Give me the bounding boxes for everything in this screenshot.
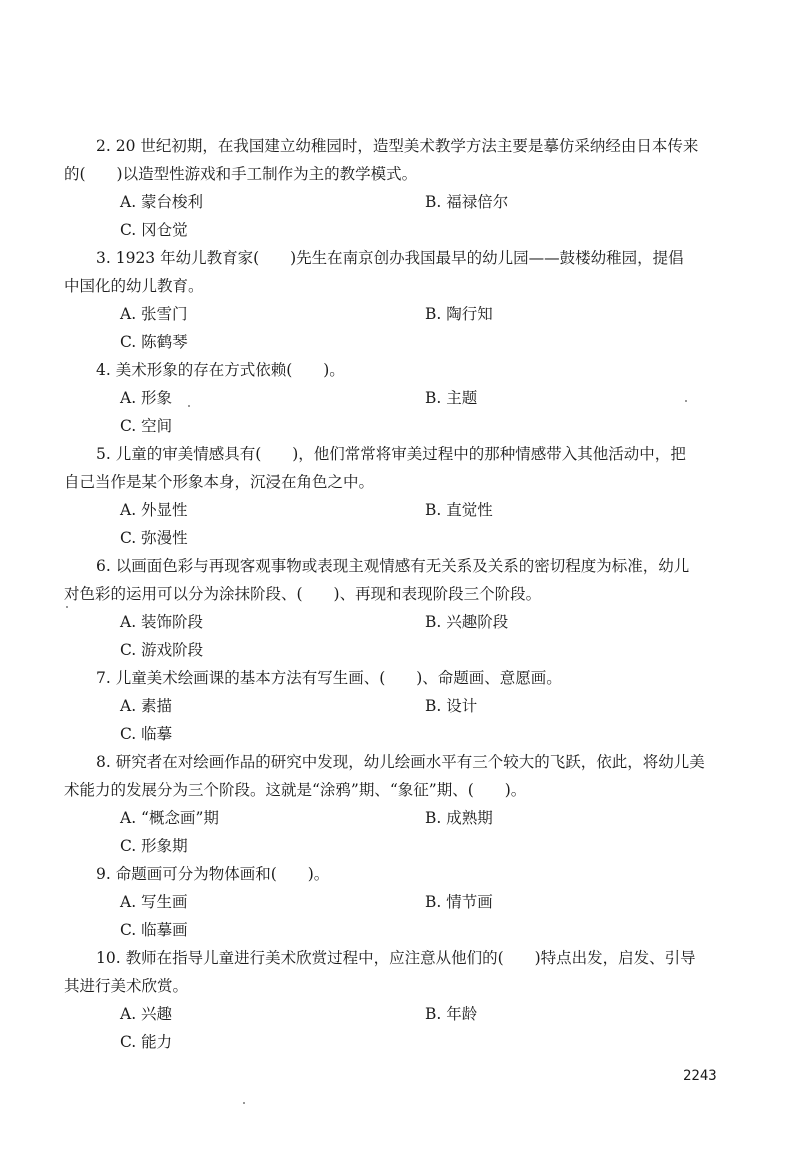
option-c: C. 游戏阶段 (120, 641, 204, 659)
question-text-line: 5. 儿童的审美情感具有( )，他们常常将审美过程中的那种情感带入其他活动中，把 (96, 445, 686, 463)
question-text-line: 7. 儿童美术绘画课的基本方法有写生画、( )、命题画、意愿画。 (96, 669, 562, 687)
option-a: A. 外显性 (120, 501, 188, 519)
option-group (64, 384, 734, 440)
question-text-line: 其进行美术欣赏。 (64, 977, 189, 995)
question-text-line: 10. 教师在指导儿童进行美术欣赏过程中，应注意从他们的( )特点出发，启发、引导 (96, 949, 696, 967)
option-a: A. 装饰阶段 (120, 613, 204, 631)
option-b: B. 主题 (425, 389, 478, 407)
option-c: C. 弥漫性 (120, 529, 188, 547)
page-number: 2243 (683, 1068, 717, 1084)
option-c: C. 临摹画 (120, 921, 188, 939)
question-7 (64, 664, 734, 748)
option-a: A. 兴趣 (120, 1005, 173, 1023)
option-c: C. 空间 (120, 417, 173, 435)
option-c: C. 冈仓觉 (120, 221, 188, 239)
question-text-line: 中国化的幼儿教育。 (64, 277, 204, 295)
option-group (64, 300, 734, 356)
option-a: A. 蒙台梭利 (120, 193, 204, 211)
option-b: B. 年龄 (425, 1005, 478, 1023)
question-text-line: 9. 命题画可分为物体画和( )。 (96, 865, 330, 883)
option-group (64, 692, 734, 748)
scan-speck (188, 405, 190, 407)
option-b: B. 成熟期 (425, 809, 493, 827)
question-3 (64, 244, 734, 356)
option-b: B. 情节画 (425, 893, 493, 911)
option-c: C. 陈鹤琴 (120, 333, 188, 351)
option-group (64, 888, 734, 944)
option-a: A. 写生画 (120, 893, 188, 911)
scan-speck (66, 606, 68, 608)
question-text-line: 8. 研究者在对绘画作品的研究中发现，幼儿绘画水平有三个较大的飞跃，依此，将幼儿美 (96, 753, 705, 771)
option-b: B. 直觉性 (425, 501, 493, 519)
question-text-line: 2. 20 世纪初期，在我国建立幼稚园时，造型美术教学方法主要是摹仿采纳经由日本传来 (96, 137, 699, 155)
option-group (64, 1000, 734, 1056)
scan-speck (685, 400, 687, 402)
option-b: B. 陶行知 (425, 305, 493, 323)
question-10 (64, 944, 734, 1056)
question-text-line: 术能力的发展分为三个阶段。这就是“涂鸦”期、“象征”期、( )。 (64, 781, 527, 799)
option-c: C. 形象期 (120, 837, 188, 855)
option-a: A. 张雪门 (120, 305, 188, 323)
question-2 (64, 132, 734, 244)
option-a: A. 形象 (120, 389, 173, 407)
question-list (64, 132, 734, 1056)
option-c: C. 能力 (120, 1033, 173, 1051)
question-8 (64, 748, 734, 860)
option-c: C. 临摹 (120, 725, 173, 743)
option-a: A. 素描 (120, 697, 173, 715)
question-4 (64, 356, 734, 440)
question-text-line: 4. 美术形象的存在方式依赖( )。 (96, 361, 345, 379)
scan-speck (243, 1102, 245, 1104)
option-a: A. “概念画”期 (120, 809, 219, 827)
option-group (64, 804, 734, 860)
option-group (64, 608, 734, 664)
question-9 (64, 860, 734, 944)
question-5 (64, 440, 734, 552)
question-text-line: 自己当作是某个形象本身，沉浸在角色之中。 (64, 473, 375, 491)
option-group (64, 496, 734, 552)
option-b: B. 兴趣阶段 (425, 613, 509, 631)
question-6 (64, 552, 734, 664)
option-b: B. 福禄倍尔 (425, 193, 509, 211)
question-text-line: 的( )以造型性游戏和手工制作为主的教学模式。 (64, 165, 418, 183)
option-group (64, 188, 734, 244)
question-text-line: 对色彩的运用可以分为涂抹阶段、( )、再现和表现阶段三个阶段。 (64, 585, 542, 603)
question-text-line: 3. 1923 年幼儿教育家( )先生在南京创办我国最早的幼儿园——鼓楼幼稚园，提倡 (96, 249, 684, 267)
option-b: B. 设计 (425, 697, 478, 715)
question-text-line: 6. 以画面色彩与再现客观事物或表现主观情感有无关系及关系的密切程度为标准，幼儿 (96, 557, 690, 575)
